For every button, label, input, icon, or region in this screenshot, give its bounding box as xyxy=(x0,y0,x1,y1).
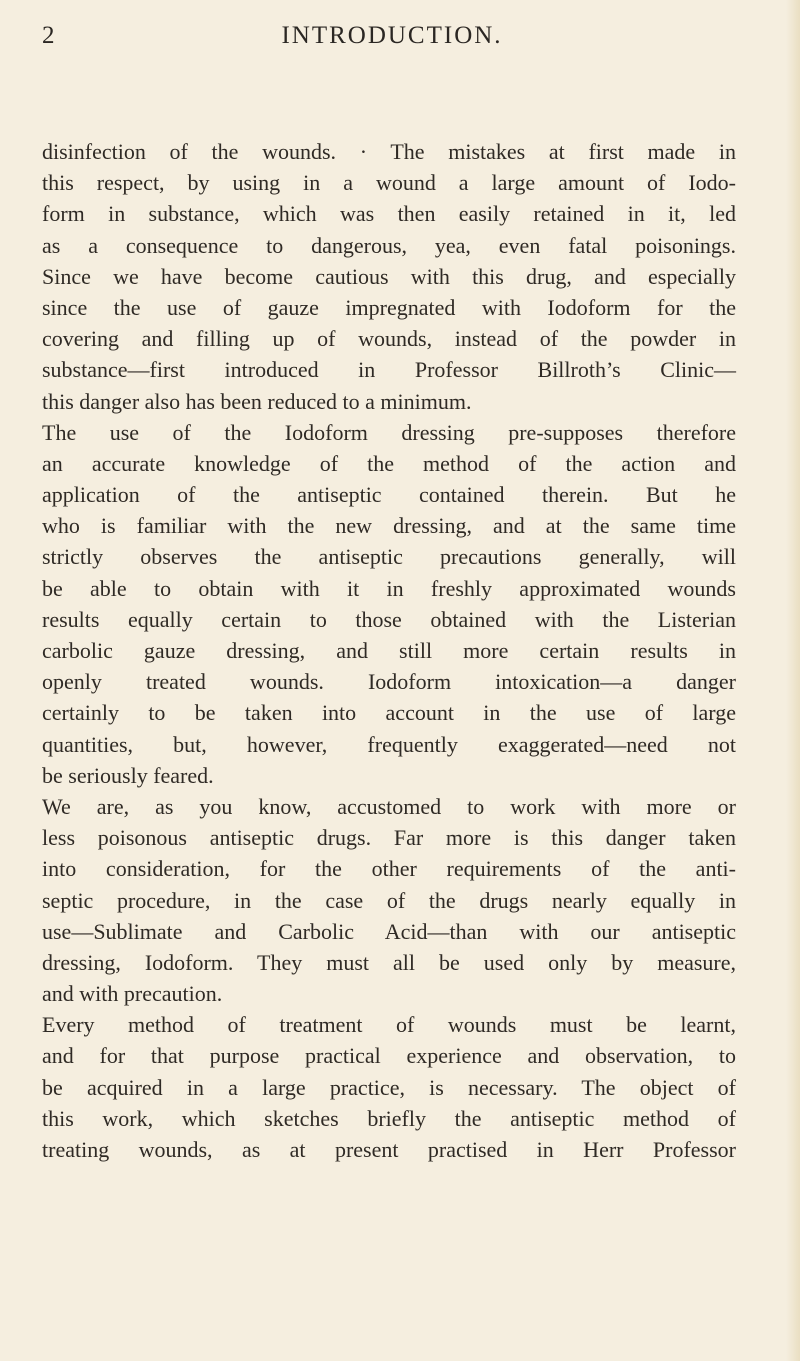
text-line: covering and filling up of wounds, instead of the powder in xyxy=(42,326,736,352)
text-line: treating wounds, as at present practised in Herr Professor xyxy=(42,1137,736,1162)
text-line: since the use of gauze impregnated with Iodoform for the xyxy=(42,294,736,320)
page-number: 2 xyxy=(42,22,55,49)
page-edge-shading xyxy=(786,0,800,1361)
body-text xyxy=(42,136,736,1165)
text-line: as a consequence to dangerous, yea, even fatal poisonings. xyxy=(42,232,736,258)
text-line: application of the antiseptic contained therein. But he xyxy=(42,482,736,508)
text-line: into consideration, for the other requirements of the anti- xyxy=(42,856,736,882)
text-line: strictly observes the antiseptic precautions generally, will xyxy=(42,544,736,570)
text-line: this danger also has been reduced to a minimum. xyxy=(42,388,472,414)
text-line: this work, which sketches briefly the antiseptic method of xyxy=(42,1105,736,1131)
text-line: use—Sublimate and Carbolic Acid—than with our antiseptic xyxy=(42,918,736,944)
text-line: be able to obtain with it in freshly approximated wounds xyxy=(42,575,736,601)
text-line: The use of the Iodoform dressing pre-supposes therefore xyxy=(42,419,736,445)
text-line: who is familiar with the new dressing, and at the same time xyxy=(42,513,736,539)
text-line: results equally certain to those obtained with the Listerian xyxy=(42,606,736,632)
text-line: We are, as you know, accustomed to work with more or xyxy=(42,793,736,819)
text-line: be seriously feared. xyxy=(42,762,214,788)
text-line: carbolic gauze dressing, and still more certain results in xyxy=(42,638,736,663)
text-line: less poisonous antiseptic drugs. Far more is this danger taken xyxy=(42,825,736,851)
text-line: openly treated wounds. Iodoform intoxication—a danger xyxy=(42,669,736,695)
text-line: substance—first introduced in Professor Billroth’s Clinic— xyxy=(42,357,736,383)
text-line: an accurate knowledge of the method of the action and xyxy=(42,450,736,476)
text-line: quantities, but, however, frequently exaggerated—need not xyxy=(42,731,736,757)
text-line: Every method of treatment of wounds must be learnt, xyxy=(42,1012,736,1038)
text-line: certainly to be taken into account in the use of large xyxy=(42,700,736,726)
text-line: septic procedure, in the case of the drugs nearly equally in xyxy=(42,887,736,913)
text-line: and for that purpose practical experience and observation, to xyxy=(42,1043,736,1069)
running-head-title: INTRODUCTION. xyxy=(281,22,503,49)
text-line: be acquired in a large practice, is necessary. The object of xyxy=(42,1074,736,1100)
text-line: form in substance, which was then easily retained in it, led xyxy=(42,201,736,227)
running-head xyxy=(42,16,742,56)
text-line: disinfection of the wounds. · The mistakes at first made in xyxy=(42,139,736,164)
text-line: Since we have become cautious with this drug, and especially xyxy=(42,263,736,289)
text-line: and with precaution. xyxy=(42,981,223,1007)
text-line: dressing, Iodoform. They must all be used only by measure, xyxy=(42,949,736,975)
text-line: this respect, by using in a wound a large amount of Iodo- xyxy=(42,170,736,196)
